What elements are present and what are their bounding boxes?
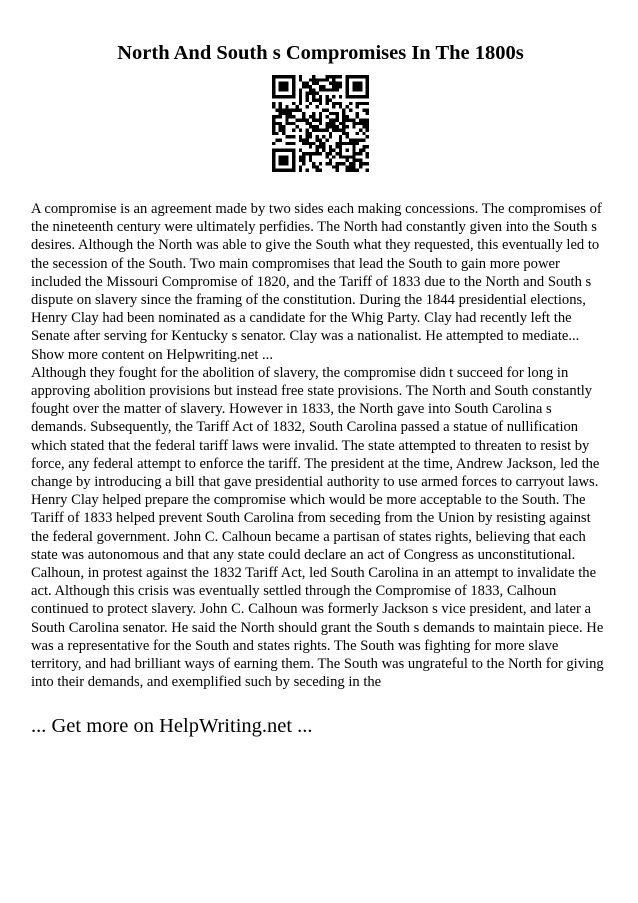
get-more-link[interactable]: ... Get more on HelpWriting.net ... xyxy=(31,715,313,738)
paragraph-1 xyxy=(31,200,610,364)
paragraph-2: Although they fought for the abolition of slavery, the compromise didn t succeed for long in approving abolition provisions but instead free state provisions. The North and South constantly fought over the matter of slavery. However in 1833, the North gave into South Carolina s demands. Subsequently, the Tariff Act of 1832, South Carolina passed a statue of nullification which stated that the federal tariff laws were invalid. The state attempted to threaten to resist by force, any federal attempt to enforce the tariff. The president at the time, Andrew Jackson, led the change by introducing a bill that gave presidential authority to use armed forces to carryout laws. Henry Clay helped prepare the compromise which would be more acceptable to the South. The Tariff of 1833 helped prevent South Carolina from seceding from the Union by resisting against the federal government. John C. Calhoun became a partisan of states rights, believing that each state was autonomous and that any state could declare an act of Congress as unconstitutional. Calhoun, in protest against the 1832 Tariff Act, led South Carolina in an attempt to invalidate the act. Although this crisis was eventually settled through the Compromise of 1833, Calhoun continued to protect slavery. John C. Calhoun was formerly Jackson s vice president, and later a South Carolina senator. He said the North should grant the South s demands to maintain piece. He was a representative for the South and states rights. The South was fighting for more slave territory, and had brilliant ways of earning them. The South was ungrateful to the North for giving into their demands, and exemplified such by seceding in the xyxy=(31,364,604,691)
paragraph-1-text: A compromise is an agreement made by two sides each making concessions. The compromises of the nineteenth century were ultimately perfidies. The North had constantly given into the South s desires. Although the North was able to give the South what they requested, this eventually led to the secession of the South. Two main compromises that lead the South to gain more power included the Missouri Compromise of 1820, and the Tariff of 1833 due to the North and South s dispute on slavery since the framing of the constitution. During the 1844 presidential elections, Henry Clay had been nominated as a candidate for the Whig Party. Clay had recently left the Senate after serving for Kentucky s senator. Clay was a nationalist. He attempted to mediate xyxy=(31,201,602,345)
qr-code-container xyxy=(31,75,610,172)
qr-code-icon[interactable] xyxy=(272,75,369,172)
show-more-link[interactable]: ... Show more content on Helpwriting.net ... xyxy=(31,328,580,363)
document-body xyxy=(31,200,610,691)
footer-link-container xyxy=(31,714,610,738)
document-title: North And South s Compromises In The 1800s xyxy=(117,42,524,64)
